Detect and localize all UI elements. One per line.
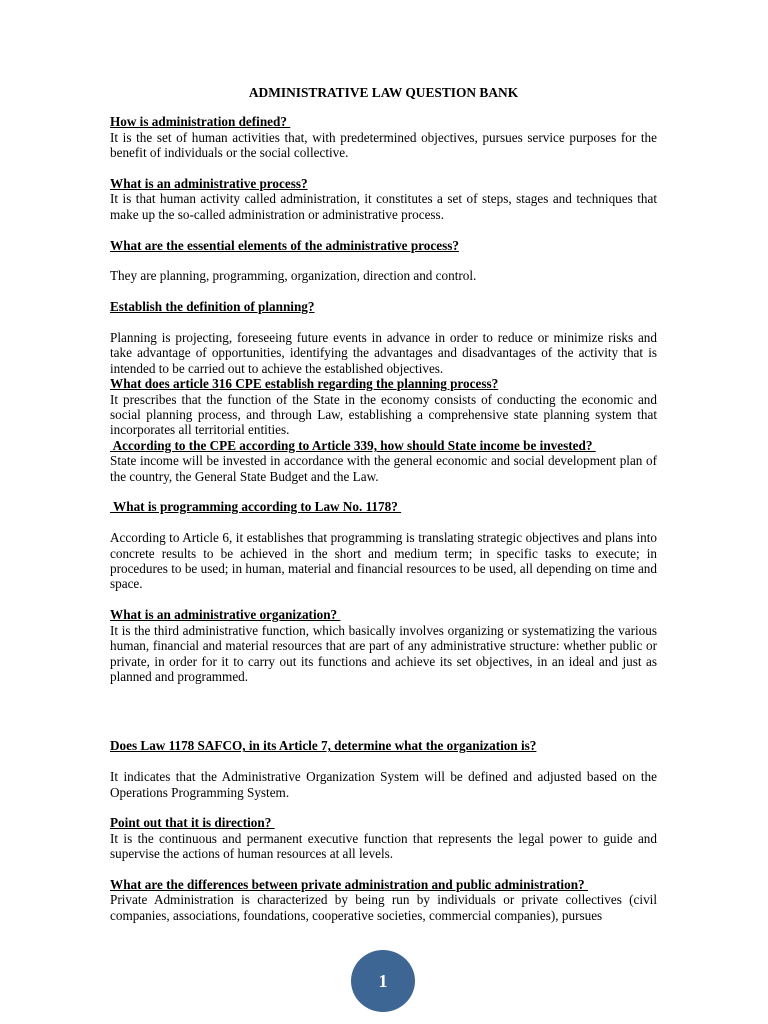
answer-text: It indicates that the Administrative Organization System will be defined and adjusted based on the Operations Programming System. — [110, 769, 657, 800]
question-heading: What does article 316 CPE establish regarding the planning process? — [110, 376, 499, 392]
answer-text: They are planning, programming, organization, direction and control. — [110, 268, 477, 284]
qa-block — [110, 438, 657, 484]
answer-text: It is the set of human activities that, with predetermined objectives, pursues service purposes for the benefit of individuals or the social collective. — [110, 129, 657, 161]
answer-text: It is the continuous and permanent executive function that represents the legal power to guide and supervise the actions of human resources at all levels. — [110, 830, 657, 862]
question-heading: According to the CPE according to Article 339, how should State income be invested? — [110, 437, 596, 453]
qa-block — [110, 238, 657, 284]
question-heading: Establish the definition of planning? — [110, 299, 315, 315]
question-heading: What is an administrative organization? — [110, 607, 341, 623]
question-heading: How is administration defined? — [110, 114, 291, 130]
qa-block — [110, 815, 657, 861]
qa-block — [110, 114, 657, 160]
answer-text: It is the third administrative function, which basically involves organizing or systematizing the various human, financial and material resources that are part of any administrative structure: whether public or private, in order for it to carry out its functions and achieve its set objectives, in an ideal and just as planned and programmed. — [110, 622, 657, 684]
answer-text: It is that human activity called administration, it constitutes a set of steps, stages and techniques that make up the so-called administration or administrative process. — [110, 191, 657, 222]
document-body — [110, 85, 657, 923]
question-heading: What are the differences between private administration and public administration? — [110, 876, 588, 892]
question-heading: Point out that it is direction? — [110, 815, 275, 831]
qa-block — [110, 607, 657, 684]
qa-block — [110, 176, 657, 222]
answer-text: It prescribes that the function of the State in the economy consists of conducting the economic and social planning process, and through Law, establishing a comprehensive state planning system that incorporates all territorial entities. — [110, 391, 657, 438]
qa-block — [110, 877, 657, 923]
answer-text: According to Article 6, it establishes that programming is translating strategic objectives and plans into concrete results to be achieved in the short and medium term; in specific tasks to execute; in procedures to be used; in human, material and financial resources to be used, all depending on time and space. — [110, 530, 657, 592]
document-title: ADMINISTRATIVE LAW QUESTION BANK — [248, 85, 519, 100]
question-heading: What are the essential elements of the administrative process? — [110, 237, 459, 253]
question-heading: What is an administrative process? — [110, 176, 308, 192]
qa-block — [110, 738, 657, 800]
page-number-badge — [351, 950, 415, 1012]
answer-text: Private Administration is characterized by being run by individuals or private collectives (civil companies, associations, foundations, cooperative societies, commercial companies), pursues — [110, 892, 657, 923]
question-heading: What is programming according to Law No. 1178? — [110, 499, 402, 515]
answer-text: Planning is projecting, foreseeing future events in advance in order to reduce or minimize risks and take advantage of opportunities, identifying the advantages and disadvantages of the activity that is intended to be carried out to achieve the established objectives. — [110, 330, 657, 376]
answer-text: State income will be invested in accordance with the general economic and social development plan of the country, the General State Budget and the Law. — [110, 453, 657, 484]
qa-block — [110, 376, 657, 438]
qa-block — [110, 299, 657, 376]
page-number: 1 — [378, 970, 388, 991]
question-heading: Does Law 1178 SAFCO, in its Article 7, determine what the organization is? — [110, 738, 537, 754]
qa-block — [110, 499, 657, 591]
